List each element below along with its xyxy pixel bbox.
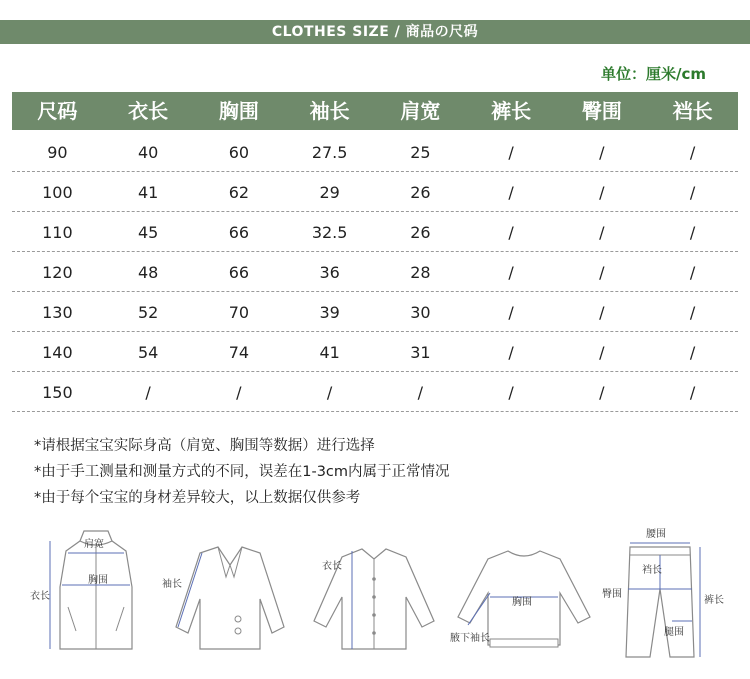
table-cell: 48 [137,262,159,282]
column-header: 胸围 [218,99,259,123]
vest-diagram [28,527,158,662]
table-cell: / [508,342,514,362]
table-cell: / [417,382,424,402]
column-header: 臀围 [581,99,622,123]
table-cell: / [508,222,514,242]
table-cell: 54 [137,342,159,362]
table-cell: / [689,302,696,322]
table-cell: / [508,182,514,202]
note-line: *由于手工测量和测量方式的不同，误差在1-3cm内属于正常情况 [34,464,450,480]
table-row [12,333,738,372]
table-cell: 66 [228,222,250,242]
notes [34,433,450,511]
table-cell: / [599,222,605,242]
table-header [12,92,738,130]
pants-rise-label: 裆长 [642,565,662,576]
table-cell: 130 [42,302,73,322]
table-cell: / [689,262,696,282]
column-header: 衣长 [128,99,169,123]
table-cell: / [599,182,605,202]
table-cell: 27.5 [311,142,348,162]
table-cell: / [599,382,605,402]
table-row [12,293,738,332]
table-cell: / [599,342,605,362]
table-cell: / [689,342,696,362]
table-cell: 52 [137,302,159,322]
table-cell: / [145,382,151,402]
column-header: 裆长 [672,99,713,123]
shirt-diagram [304,527,444,662]
sweater-diagram [448,527,600,662]
table-cell: 39 [319,302,340,322]
vest-length-label: 衣长 [30,591,50,602]
table-row [12,213,738,252]
column-header: 肩宽 [400,99,441,123]
table-cell: 60 [228,142,250,162]
table-cell: 25 [410,142,431,162]
table-cell: 140 [42,342,73,362]
note-line: *由于每个宝宝的身材差异较大，以上数据仅供参考 [34,490,361,506]
table-cell: 26 [410,222,431,242]
table-cell: / [599,302,605,322]
vest-chest-label: 胸围 [88,575,108,586]
pants-length-label: 裤长 [704,595,724,606]
table-cell: 66 [228,262,250,282]
table-cell: / [689,182,696,202]
table-cell: 150 [42,382,73,402]
table-cell: 70 [228,302,250,322]
table-cell: / [508,142,514,162]
table-cell: 29 [319,182,340,202]
unit-label: 单位：厘米/cm [600,65,706,83]
table-cell: 110 [42,222,73,242]
vest-shoulder-label: 肩宽 [84,539,104,550]
pants-thigh-label: 腿围 [664,627,684,638]
table-cell: 26 [410,182,431,202]
note-line: *请根据宝宝实际身高（肩宽、胸围等数据）进行选择 [34,438,375,454]
table-cell: / [689,382,696,402]
column-header: 裤长 [491,99,532,123]
title-banner [0,20,750,44]
column-header: 尺码 [37,99,78,123]
table-cell: / [689,142,696,162]
table-cell: 31 [410,342,431,362]
table-cell: 40 [137,142,159,162]
size-table-body [12,132,738,412]
table-row [12,373,738,412]
pants-diagram [600,527,728,662]
shirt-length-label: 衣长 [322,561,342,572]
table-row [12,133,738,172]
table-cell: 41 [137,182,159,202]
jacket-diagram [160,527,298,662]
table-cell: / [508,382,514,402]
table-cell: 120 [42,262,73,282]
table-cell: / [236,382,242,402]
sweater-chest-label: 胸围 [512,597,532,608]
table-cell: 100 [42,182,73,202]
table-cell: / [599,142,605,162]
table-cell: / [508,262,514,282]
pants-hip-label: 臀围 [602,589,622,600]
jacket-sleeve-label: 袖长 [162,579,182,590]
table-cell: / [508,302,514,322]
table-cell: / [689,222,696,242]
column-header: 袖长 [309,99,350,123]
sweater-sleeve-label: 腋下袖长 [450,633,490,644]
table-cell: 90 [47,142,68,162]
table-row [12,253,738,292]
table-cell: 74 [228,342,250,362]
table-cell: 62 [228,182,250,202]
table-cell: / [599,262,605,282]
table-cell: 45 [137,222,159,242]
table-cell: 41 [319,342,340,362]
table-cell: 36 [319,262,340,282]
table-cell: 32.5 [311,222,348,242]
table-row [12,173,738,212]
table-cell: / [326,382,333,402]
pants-waist-label: 腰围 [646,529,666,540]
banner-title: CLOTHES SIZE / 商品の尺码 [264,24,486,40]
table-cell: 30 [410,302,431,322]
table-cell: 28 [410,262,431,282]
